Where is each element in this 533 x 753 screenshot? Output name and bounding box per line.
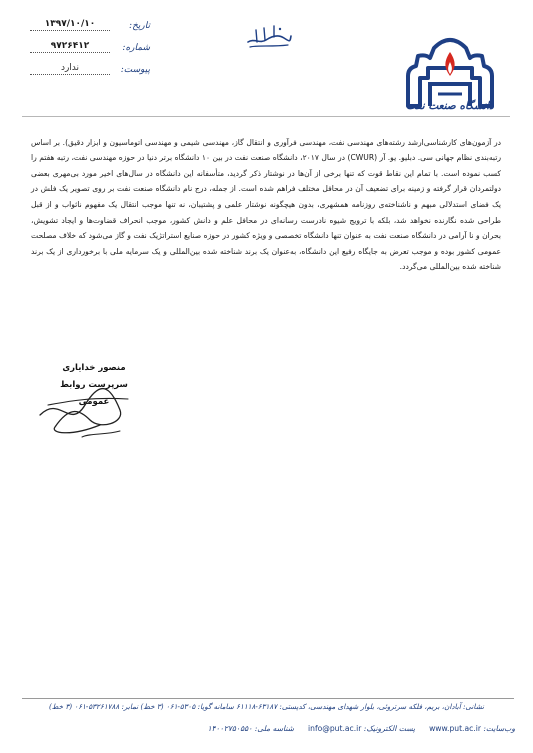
footer-website-group (429, 724, 515, 733)
meta-number (30, 35, 150, 53)
meta-number-value: ۹۷۲۶۴۱۲ (30, 40, 110, 53)
footer-website-link[interactable]: www.put.ac.ir (429, 724, 481, 733)
meta-attachment-value: ندارد (30, 62, 110, 75)
signatory-title: سرپرست روابط عمومی (60, 380, 128, 407)
footer-email-group (308, 724, 415, 733)
footer-contacts (90, 724, 515, 733)
letter-body-paragraph: در آزمون‌های کارشناسی‌ارشد رشته‌های مهندسی نفت، مهندسی فرآوری و انتقال گاز، مهندسی شیمی و مهندسی اتوماسیون و ابزار دقیق). بر اساس رتبه‌بندی نظام جهانی سی. دبلیو. یو. آر (CWUR) در سال ۲۰۱۷، دانشگاه صنعت نفت در بین ۱۰ دانشگاه برتر دنیا در حوزه مهندسی نفت، رتبه هفتم را کسب نموده است. با تمام این نقاط قوت که تنها برخی از آن‌ها در نوشتار ذکر گردید، متأسفانه این دانشگاه در سال‌های اخیر مورد بی‌مهری بعضی دولتمردان قرار گرفته و زمینه برای تضعیف آن در محافل مختلف فراهم شده است. از جمله، درج نام دانشگاه صنعت نفت بر روی تصویر یک فلش در یک فضای استدلالی مبهم و ناشناخته‌ی روزنامه همشهری، بدون هیچگونه نوشتار علمی و پشتیبان، نه تنها موجب انتقال یک مفهوم ناثواب و از قبل طراحی شده نگارنده نخواهد شد، بلکه با ترویج شیوه نادرست رسانه‌ای در محافل علم و دانش کشور، موجب انحراف قضاوت‌ها و ایجاد تشویش، بحران و نا آرامی در دانشگاه صنعت نفت به عنوان تنها دانشگاه تخصصی و ویژه کشور در حوزه صنایع استراتژیک نفت و گاز می‌شود که خلاف مصلحت عمومی کشور بوده و موجب تعرض به جایگاه رفیع این دانشگاه، به‌عنوان یک برند شناخته شده بین‌المللی و یک سرمایه ملی با برخورداری از یک برند شناخته شده بین‌المللی می‌گردد. (31, 137, 501, 272)
basmala-calligraphy (244, 20, 294, 52)
header-divider (22, 116, 510, 117)
meta-date-value: ۱۳۹۷/۱۰/۱۰ (30, 18, 110, 31)
footer-national-id-group (207, 724, 294, 733)
meta-date-label: تاریخ: (129, 21, 150, 31)
meta-date (30, 13, 150, 31)
logo-wordmark: دانشگاه صنعت نفت (406, 100, 494, 112)
footer-email-link[interactable]: info@put.ac.ir (308, 724, 362, 733)
letter-meta (30, 13, 150, 79)
meta-attachment-label: پیوست: (120, 65, 150, 75)
handwritten-signature-icon (30, 375, 140, 445)
footer-website-label: وب‌سایت: (483, 724, 515, 733)
signatory-name: منصور خدایاری (62, 363, 126, 373)
footer-national-id-label: شناسه ملی: (254, 724, 295, 733)
footer-address: نشانی: آبادان، بریم، فلکه سرتروئی، بلوار شهدای مهندسی، کدپستی: ۶۳۱۸۷-۶۱۱۱۸ سامانه گویا: ۵۳۰۵-۰۶۱ (۳ خط) نمابر: ۵۳۲۶۱۷۸۸-۰۶۱ (۳ خط) (48, 702, 485, 711)
meta-attachment (30, 57, 150, 75)
meta-number-label: شماره: (122, 43, 150, 53)
footer-divider (22, 698, 514, 699)
footer-national-id-value: ۱۴۰۰۲۷۵۰۵۵۰ (207, 724, 253, 733)
footer-email-label: پست الکترونیک: (363, 724, 416, 733)
